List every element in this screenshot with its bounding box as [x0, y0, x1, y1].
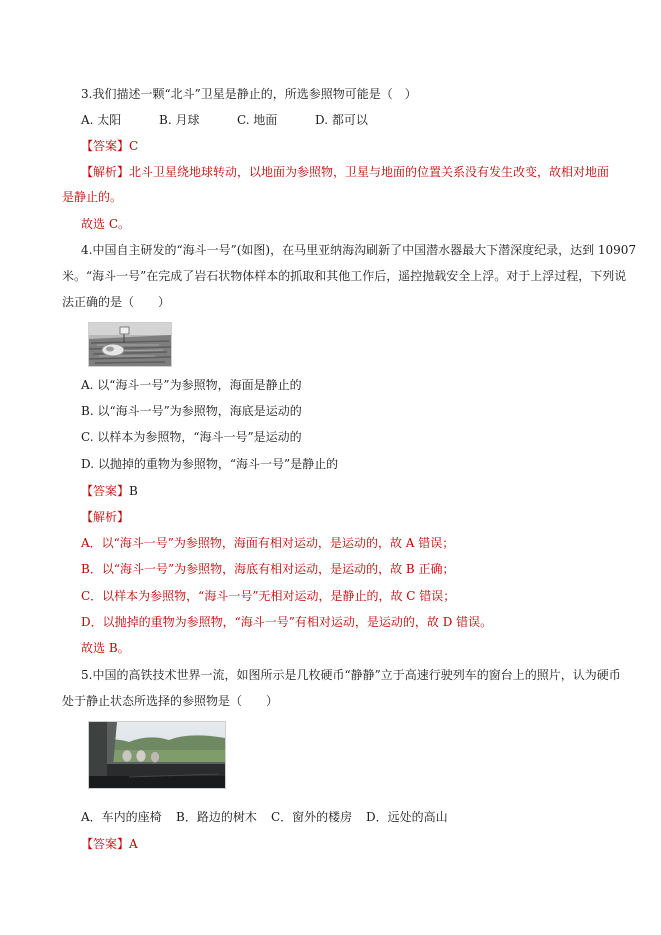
q3-option-b: B. 月球	[159, 113, 200, 127]
q4-option-c: C. 以样本为参照物，“海斗一号”是运动的	[81, 430, 302, 444]
q4-option-d: D. 以抛掉的重物为参照物，“海斗一号”是静止的	[81, 457, 339, 471]
q3-stem: 3.我们描述一颗“北斗”卫星是静止的，所选参照物可能是（ ）	[81, 87, 417, 101]
q4-stem-2: 米。“海斗一号”在完成了岩石状物体样本的抓取和其他工作后，遥控抛载安全上浮。对于上浮过程，下列说	[62, 269, 627, 283]
q5-option-a: A．车内的座椅	[81, 810, 162, 824]
q3-answer	[81, 138, 138, 154]
q4-option-b: B. 以“海斗一号”为参照物，海底是运动的	[81, 404, 302, 418]
q5-option-b: B．路边的树木	[176, 810, 257, 824]
q5-option-c: C．窗外的楼房	[271, 810, 353, 824]
q5-options	[81, 809, 448, 825]
submersible-photo	[88, 322, 172, 367]
q5-answer	[81, 836, 138, 852]
q4-analysis-tag: 【解析】	[81, 510, 130, 524]
q4-conclusion: 故选 B。	[81, 641, 130, 655]
q4-analysis-c: C．以样本为参照物，“海斗一号”无相对运动，是静止的，故 C 错误；	[81, 589, 456, 603]
q3-option-c: C. 地面	[237, 113, 278, 127]
q4-option-a: A. 以“海斗一号”为参照物，海面是静止的	[81, 378, 302, 392]
q5-option-d: D．远处的高山	[366, 810, 448, 824]
q3-answer-value: C	[129, 139, 139, 153]
q3-answer-tag: 【答案】	[81, 139, 130, 153]
q4-answer-value: B	[129, 484, 138, 498]
q5-answer-tag: 【答案】	[81, 837, 130, 851]
q4-answer	[81, 483, 138, 499]
q4-stem-3: 法正确的是（ ）	[62, 295, 171, 309]
q3-analysis-text-1: 北斗卫星绕地球转动，以地面为参照物，卫星与地面的位置关系没有发生改变，故相对地面	[129, 165, 610, 179]
q4-analysis-a: A．以“海斗一号”为参照物，海面有相对运动，是运动的，故 A 错误；	[81, 536, 455, 550]
q5-stem-1: 5.中国的高铁技术世界一流，如图所示是几枚硬币“静静”立于高速行驶列车的窗台上的照片，认为硬币	[81, 668, 621, 682]
train-window-coins-photo	[88, 721, 226, 789]
q5-answer-value: A	[129, 837, 138, 851]
q3-option-a: A. 太阳	[81, 113, 122, 127]
q3-analysis-text-2: 是静止的。	[62, 190, 123, 204]
q5-stem-2: 处于静止状态所选择的参照物是（ ）	[62, 694, 279, 708]
q3-options	[81, 112, 368, 128]
q4-analysis-d: D．以抛掉的重物为参照物，“海斗一号”有相对运动，是运动的，故 D 错误。	[81, 615, 493, 629]
q3-conclusion: 故选 C。	[81, 217, 130, 231]
q3-option-d: D. 都可以	[315, 113, 368, 127]
q4-stem-1: 4.中国自主研发的“海斗一号”(如图)，在马里亚纳海沟刷新了中国潜水器最大下潜深度纪录，达到 10907	[81, 243, 637, 257]
q3-analysis-tag: 【解析】	[81, 165, 130, 179]
q3-analysis	[81, 164, 609, 180]
q4-analysis-b: B．以“海斗一号”为参照物，海底有相对运动，是运动的，故 B 正确；	[81, 562, 455, 576]
q4-answer-tag: 【答案】	[81, 484, 130, 498]
